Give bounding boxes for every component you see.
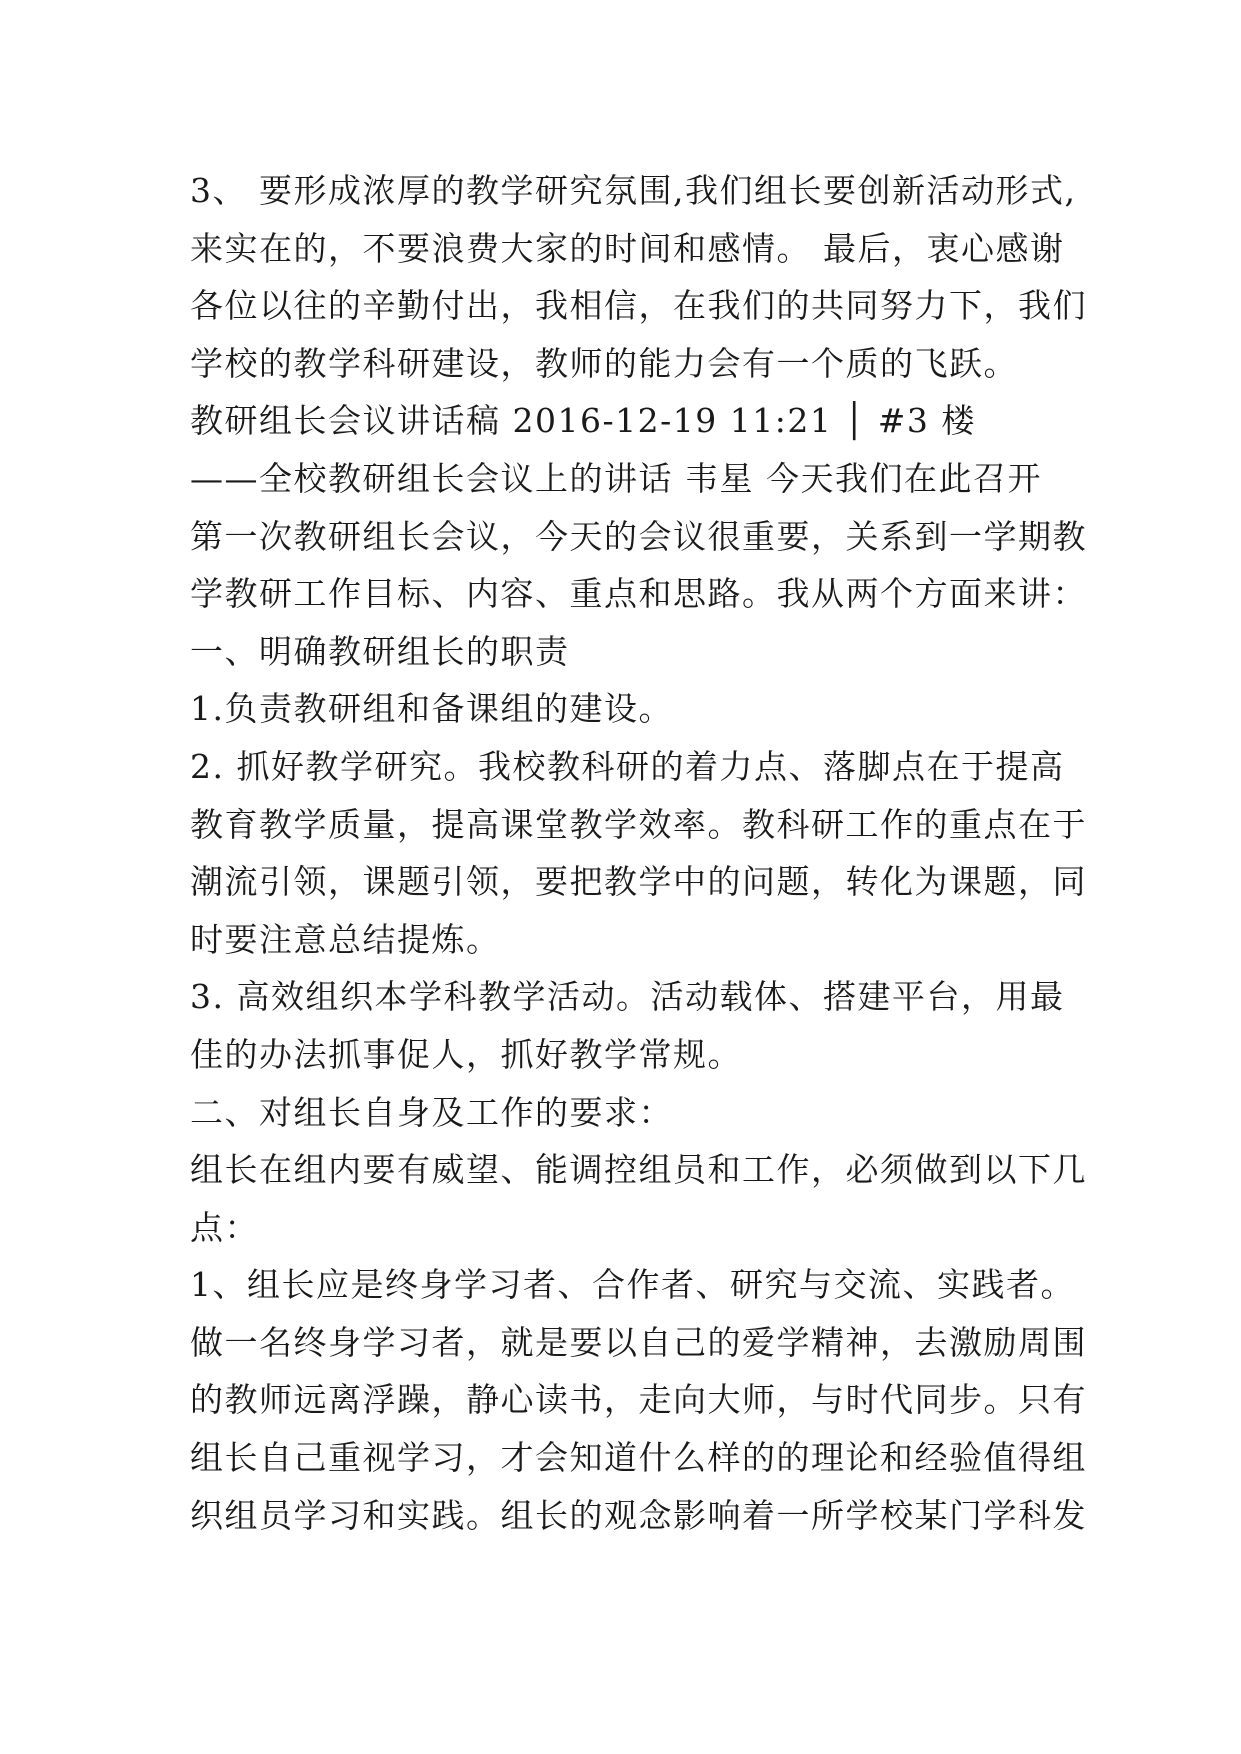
text-line: 组长在组内要有威望、能调控组员和工作，必须做到以下几	[190, 1150, 1087, 1190]
text-line: 潮流引领，课题引领，要把教学中的问题，转化为课题，同	[190, 862, 1087, 902]
section-heading: 一、明确教研组长的职责	[190, 631, 570, 671]
post-header-line: 教研组长会议讲话稿 2016-12-19 11:21 │ #3 楼	[190, 401, 976, 441]
list-item: 3. 高效组织本学科教学活动。活动载体、搭建平台，用最	[190, 977, 1065, 1017]
list-item: 1、组长应是终身学习者、合作者、研究与交流、实践者。	[190, 1265, 1075, 1305]
text-line: 学校的教学科研建设，教师的能力会有一个质的飞跃。	[190, 343, 1018, 383]
text-line: ——全校教研组长会议上的讲话 韦星 今天我们在此召开	[190, 458, 1042, 498]
text-line: 织组员学习和实践。组长的观念影响着一所学校某门学科发	[190, 1495, 1087, 1535]
text-line: 教育教学质量，提高课堂教学效率。教科研工作的重点在于	[190, 804, 1087, 844]
list-item: 1.负责教研组和备课组的建设。	[190, 689, 673, 729]
text-line: 时要注意总结提炼。	[190, 919, 501, 959]
text-line: 点：	[190, 1207, 259, 1247]
text-line: 第一次教研组长会议，今天的会议很重要，关系到一学期教	[190, 516, 1087, 556]
document-body	[190, 162, 1090, 1544]
text-line: 做一名终身学习者，就是要以自己的爱学精神，去激励周围	[190, 1322, 1087, 1362]
text-line: 学教研工作目标、内容、重点和思路。我从两个方面来讲：	[190, 574, 1087, 614]
text-line: 佳的办法抓事促人，抓好教学常规。	[190, 1034, 742, 1074]
list-item: 2. 抓好教学研究。我校教科研的着力点、落脚点在于提高	[190, 746, 1065, 786]
text-line: 的教师远离浮躁，静心读书，走向大师，与时代同步。只有	[190, 1380, 1087, 1420]
text-line: 来实在的，不要浪费大家的时间和感情。 最后，衷心感谢	[190, 228, 1065, 268]
text-line: 组长自己重视学习，才会知道什么样的的理论和经验值得组	[190, 1438, 1087, 1478]
section-heading: 二、对组长自身及工作的要求：	[190, 1092, 673, 1132]
text-line: 各位以往的辛勤付出，我相信，在我们的共同努力下，我们	[190, 286, 1087, 326]
text-line: 3、 要形成浓厚的教学研究氛围,我们组长要创新活动形式,	[190, 171, 1077, 210]
